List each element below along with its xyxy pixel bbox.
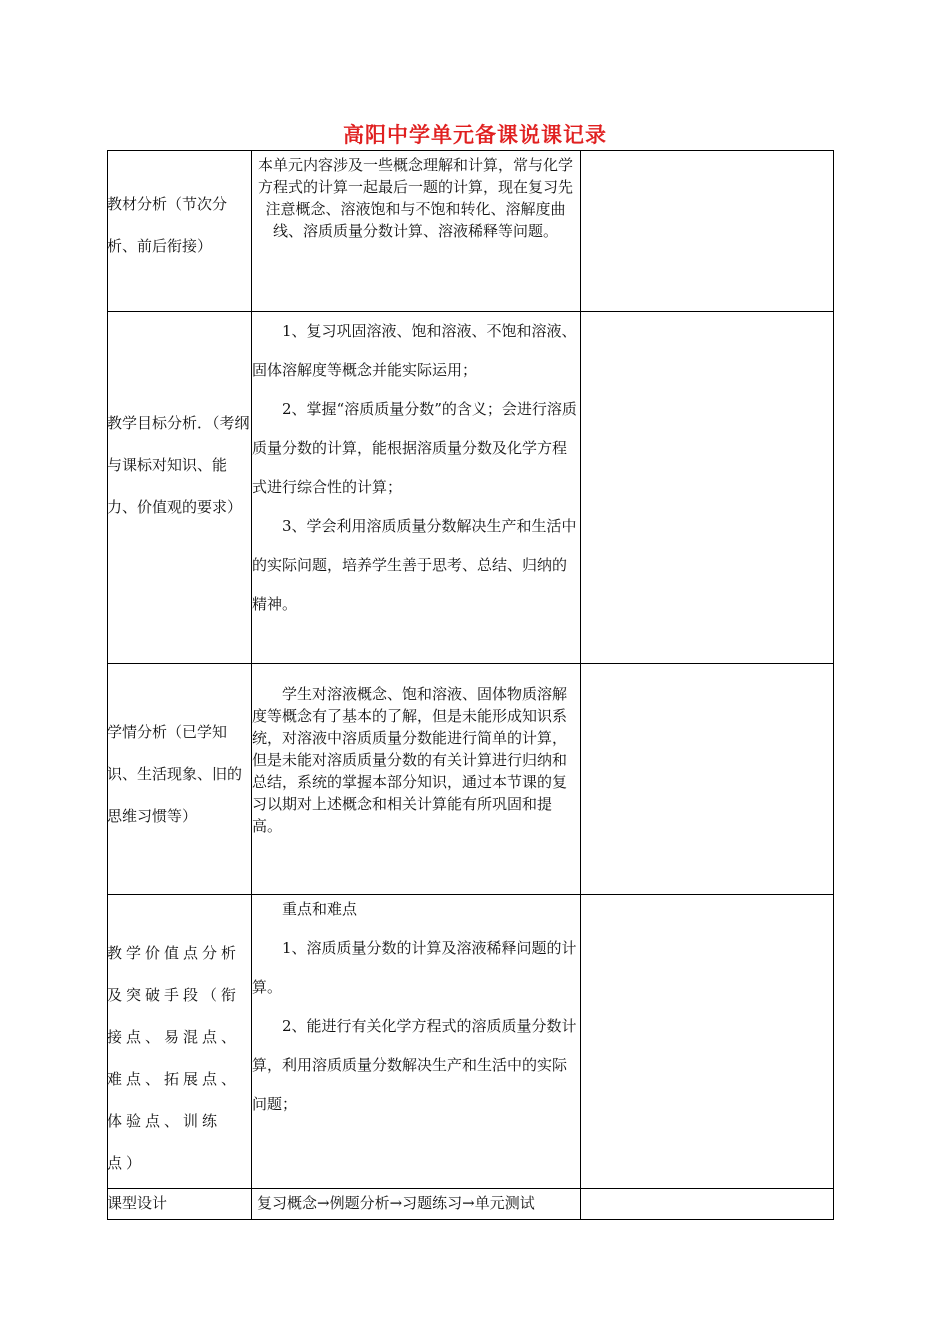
row-content-teaching-objectives: [252, 312, 580, 624]
page-title: 高阳中学单元备课说课记录: [343, 123, 607, 147]
content-paragraph: 学生对溶液概念、饱和溶液、固体物质溶解度等概念有了基本的了解，但是未能形成知识系统，对溶液中溶质质量分数能进行简单的计算，但是未能对溶质质量分数的有关计算进行归纳和总结，系统的掌握本部分知识，通过本节课的复习以期对上述概念和相关计算能有所巩固和提高。: [252, 685, 568, 835]
content-paragraph: 3、学会利用溶质质量分数解决生产和生活中的实际问题，培养学生善于思考、总结、归纳的精神。: [252, 517, 577, 613]
content-paragraph: 重点和难点: [282, 900, 358, 918]
content-paragraph: 2、掌握“溶质质量分数”的含义；会进行溶质质量分数的计算，能根据溶质量分数及化学方程式进行综合性的计算；: [252, 400, 577, 496]
row-label-student-analysis: 学情分析（已学知识、生活现象、旧的思维习惯等）: [107, 723, 243, 825]
column-divider: [833, 150, 834, 1220]
content-paragraph: 1、复习巩固溶液、饱和溶液、不饱和溶液、固体溶解度等概念并能实际运用；: [252, 322, 577, 379]
content-paragraph: 2、能进行有关化学方程式的溶质质量分数计算，利用溶质质量分数解决生产和生活中的实际问题；: [252, 1017, 577, 1113]
column-divider: [580, 150, 581, 1220]
row-content-value-analysis: [252, 890, 580, 1124]
row-content-student-analysis: [252, 683, 580, 837]
row-label-teaching-objectives: 教学目标分析．（考纲与课标对知识、能力、价值观的要求）: [107, 414, 250, 516]
content-paragraph: 1、溶质质量分数的计算及溶液稀释问题的计算。: [252, 939, 577, 996]
table-border-bottom: [107, 1219, 834, 1220]
row-label-lesson-design: 课型设计: [107, 1194, 168, 1212]
row-content-lesson-design: [257, 1189, 585, 1217]
row-label-value-analysis: 教学价值点分析及突破手段（衔接点、易混点、难点、拓展点、体验点、训练点）: [107, 944, 241, 1172]
row-content-textbook-analysis: [254, 154, 577, 242]
content-paragraph: 本单元内容涉及一些概念理解和计算，常与化学方程式的计算一起最后一题的计算，现在复习先注意概念、溶液饱和与不饱和转化、溶解度曲线、溶质质量分数计算、溶液稀释等问题。: [257, 156, 573, 240]
row-label-textbook-analysis: 教材分析（节次分析、前后衔接）: [107, 195, 228, 255]
content-paragraph: 复习概念→例题分析→习题练习→单元测试: [257, 1194, 535, 1212]
row-divider: [107, 663, 834, 664]
table-border-top: [107, 150, 834, 151]
